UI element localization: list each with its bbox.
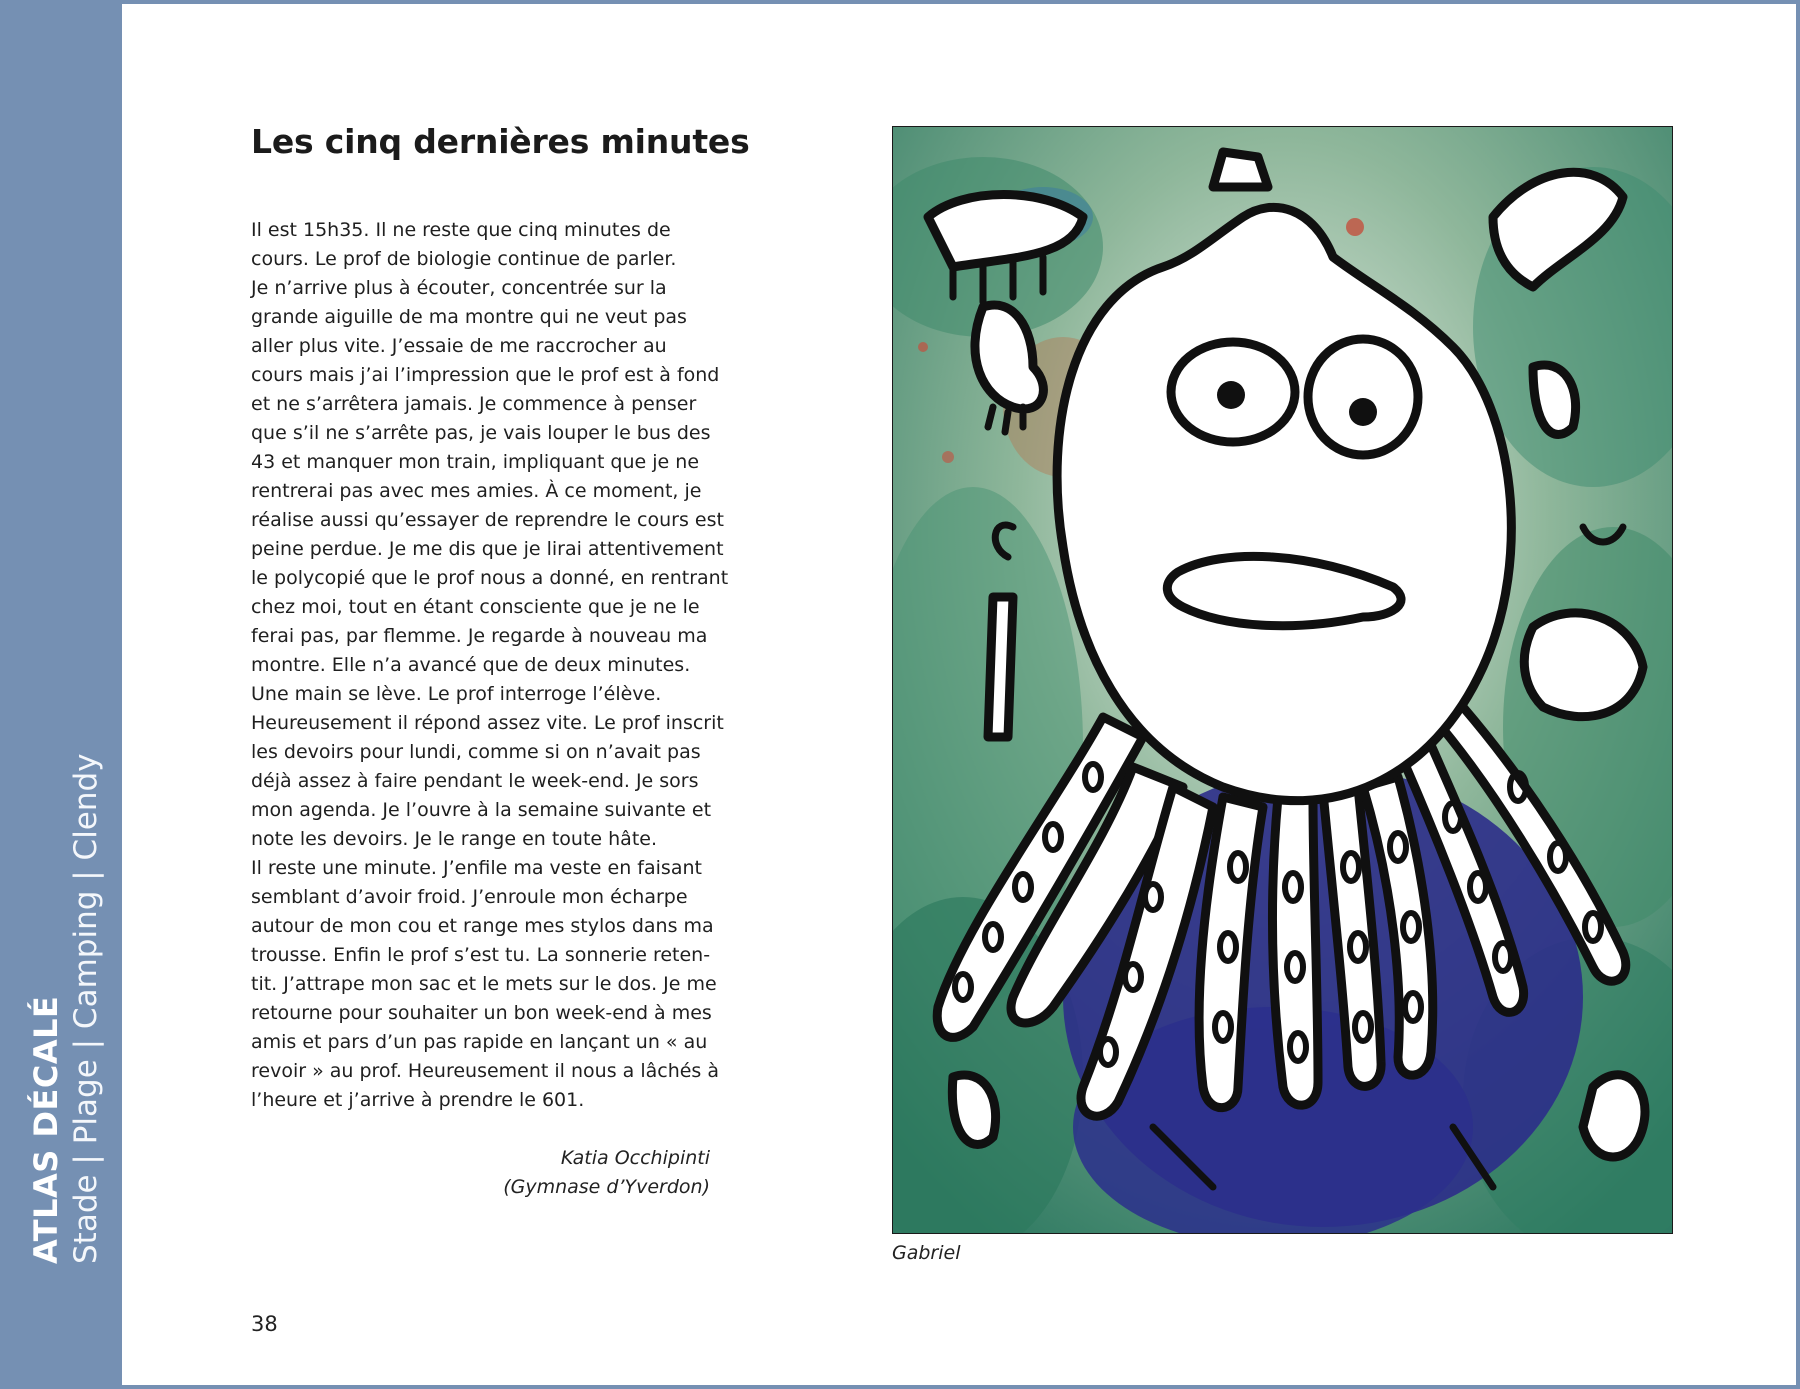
body-line: Heureusement il répond assez vite. Le prof inscrit — [251, 712, 724, 734]
body-line: rentrerai pas avec mes amies. À ce moment, je — [251, 480, 702, 502]
page-number: 38 — [251, 1312, 278, 1336]
body-line: déjà assez à faire pendant le week-end. Je sors — [251, 770, 699, 792]
book-title: ATLAS DÉCALÉ — [27, 995, 65, 1264]
article-body — [251, 216, 729, 1115]
body-line: retourne pour souhaiter un bon week-end à mes — [251, 1002, 712, 1024]
body-line: revoir » au prof. Heureusement il nous a lâchés à — [251, 1060, 720, 1082]
body-line: cours mais j’ai l’impression que le prof est à fond — [251, 364, 720, 386]
author-name: Katia Occhipinti — [560, 1147, 710, 1169]
sidebar-band — [0, 0, 122, 1389]
body-line: cours. Le prof de biologie continue de parler. — [251, 248, 677, 270]
body-line: autour de mon cou et range mes stylos dans ma — [251, 915, 714, 937]
body-line: grande aiguille de ma montre qui ne veut pas — [251, 306, 687, 328]
sidebar-running-head — [26, 753, 106, 1264]
octopus-drawing — [892, 126, 1673, 1234]
body-line: mon agenda. Je l’ouvre à la semaine suivante et — [251, 799, 712, 821]
body-line: Il est 15h35. Il ne reste que cinq minutes de — [251, 219, 671, 241]
article-signature — [400, 1144, 710, 1202]
body-line: montre. Elle n’a avancé que de deux minutes. — [251, 654, 691, 676]
article-title: Les cinq dernières minutes — [251, 122, 750, 161]
body-line: note les devoirs. Je le range en toute hâte. — [251, 828, 657, 850]
body-line: Une main se lève. Le prof interroge l’élève. — [251, 683, 662, 705]
body-line: amis et pars d’un pas rapide en lançant un « au — [251, 1031, 708, 1053]
body-line: Il reste une minute. J’enfile ma veste en faisant — [251, 857, 702, 879]
body-line: ferai pas, par flemme. Je regarde à nouveau ma — [251, 625, 708, 647]
body-line: Je n’arrive plus à écouter, concentrée sur la — [251, 277, 667, 299]
body-line: aller plus vite. J’essaie de me raccrocher au — [251, 335, 667, 357]
body-line: peine perdue. Je me dis que je lirai attentivement — [251, 538, 724, 560]
author-school: (Gymnase d’Yverdon) — [503, 1176, 710, 1198]
body-line: 43 et manquer mon train, impliquant que je ne — [251, 451, 700, 473]
body-line: et ne s’arrêtera jamais. Je commence à penser — [251, 393, 697, 415]
body-line: le polycopié que le prof nous a donné, en rentrant — [251, 567, 729, 589]
body-line: chez moi, tout en étant consciente que je ne le — [251, 596, 700, 618]
body-line: trousse. Enfin le prof s’est tu. La sonnerie reten- — [251, 944, 711, 966]
body-line: les devoirs pour lundi, comme si on n’avait pas — [251, 741, 701, 763]
body-line: semblant d’avoir froid. J’enroule mon écharpe — [251, 886, 688, 908]
body-line: tit. J’attrape mon sac et le mets sur le dos. Je me — [251, 973, 717, 995]
octopus-drawing-icon — [893, 127, 1673, 1234]
body-line: que s’il ne s’arrête pas, je vais louper le bus des — [251, 422, 711, 444]
body-line: réalise aussi qu’essayer de reprendre le cours est — [251, 509, 724, 531]
body-line: l’heure et j’arrive à prendre le 601. — [251, 1089, 585, 1111]
figure-caption: Gabriel — [892, 1242, 961, 1264]
book-sections: Stade | Plage | Camping | Clendy — [68, 753, 104, 1264]
